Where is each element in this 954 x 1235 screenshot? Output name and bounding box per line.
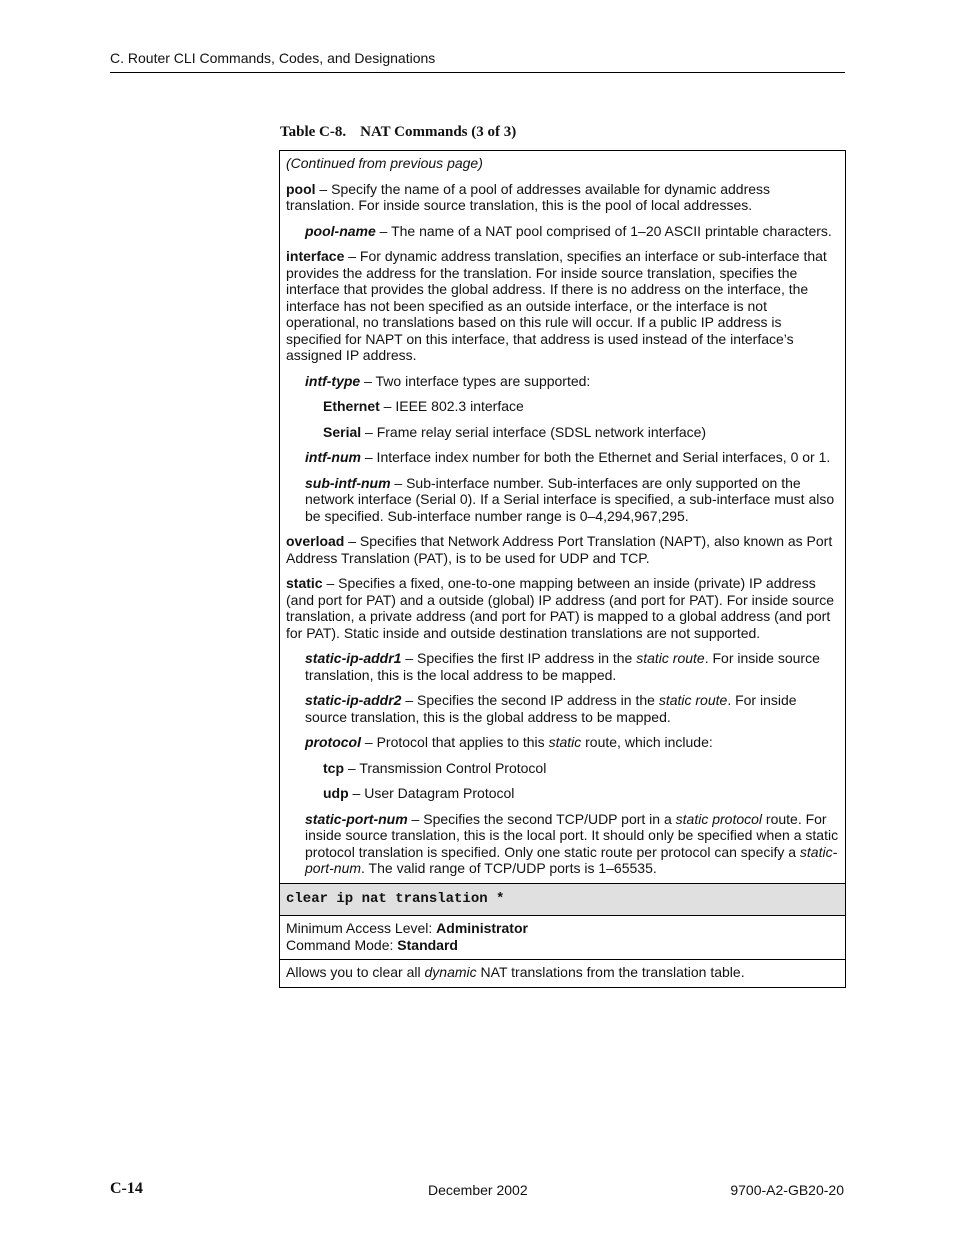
page-number: C-14 (110, 1180, 143, 1197)
param-intf-num: intf-num – Interface index number for both the Ethernet and Serial interfaces, 0 or 1. (305, 449, 831, 465)
param-static: static – Specifies a fixed, one-to-one mapping between an inside (private) IP address (and port for PAT) and a outside (global) IP address (and port for PAT). For inside source translation, a private address (and port for PAT) is mapped to a global address (and port for PAT). Static inside and outside destination translations are not supported. (286, 575, 835, 641)
continued-note: (Continued from previous page) (286, 155, 483, 171)
param-static-ip-addr1: static-ip-addr1 – Specifies the first IP address in the static route. For inside source translation, this is the local address to be mapped. (305, 650, 820, 683)
document-number: 9700-A2-GB20-20 (730, 1182, 844, 1198)
param-pool: pool – Specify the name of a pool of addresses available for dynamic address translation. For inside source translation, this is the pool of local addresses. (286, 180, 771, 213)
table-title: NAT Commands (3 of 3) (360, 124, 517, 140)
running-header: C. Router CLI Commands, Codes, and Designations (110, 50, 436, 66)
param-pool-name: pool-name – The name of a NAT pool comprised of 1–20 ASCII printable characters. (305, 222, 832, 239)
param-static-ip-addr2: static-ip-addr2 – Specifies the second IP address in the static route. For inside source translation, this is the global address to be mapped. (305, 692, 797, 725)
command-row: clear ip nat translation * (280, 883, 845, 916)
param-interface: interface – For dynamic address translation, specifies an interface or sub-interface that provides the address for the translation. For inside source translation, specifies the interface that provides the global address. If there is no address on the interface, the interface has not been specified as an outside interface, or the interface is not operational, no translations based on this rule will occur. If a public IP address is specified for NAPT on this interface, that address is used instead of the interface’s assigned IP address. (286, 248, 827, 363)
param-ethernet: Ethernet – IEEE 802.3 interface (323, 398, 524, 414)
header-rule (110, 72, 845, 73)
param-serial: Serial – Frame relay serial interface (SDSL network interface) (323, 423, 707, 440)
nat-commands-table (279, 150, 846, 988)
command-mode: Command Mode: Standard (286, 936, 458, 953)
param-static-port-num: static-port-num – Specifies the second TCP/UDP port in a static protocol route. For inside source translation, this is the local port. It should only be specified when a static protocol translation is specified. Only one static route per protocol can specify a static-port-num. The valid range of TCP/UDP ports is 1–65535. (305, 810, 839, 876)
access-cell (280, 915, 845, 959)
description-cell: Allows you to clear all dynamic NAT translations from the translation table. (280, 959, 845, 987)
param-protocol: protocol – Protocol that applies to this static route, which include: (305, 734, 713, 750)
param-intf-type: intf-type – Two interface types are supported: (305, 372, 591, 389)
table-caption (280, 124, 516, 141)
param-tcp: tcp – Transmission Control Protocol (323, 759, 547, 776)
param-overload: overload – Specifies that Network Address Port Translation (NAPT), also known as Port Address Translation (PAT), is to be used for UDP and TCP. (286, 533, 833, 566)
parameters-cell (280, 151, 845, 883)
table-number: Table C-8. (280, 124, 347, 140)
access-level: Minimum Access Level: Administrator (286, 920, 528, 936)
param-sub-intf-num: sub-intf-num – Sub-interface number. Sub-interfaces are only supported on the network interface (Serial 0). If a Serial interface is specified, a sub-interface must also be specified. Sub-interface number range is 0–4,294,967,295. (305, 474, 835, 524)
footer-date: December 2002 (428, 1182, 528, 1198)
param-udp: udp – User Datagram Protocol (323, 785, 515, 801)
